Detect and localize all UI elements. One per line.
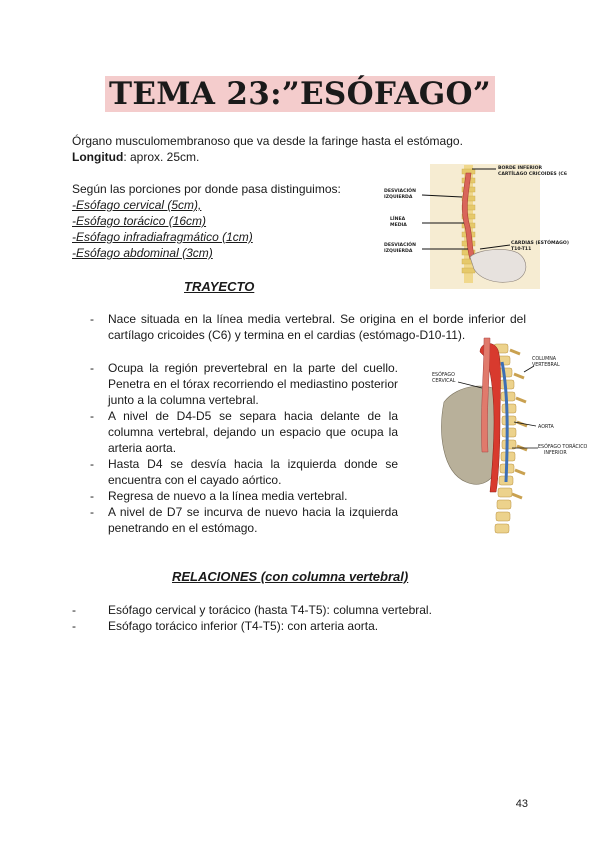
esophagus-diagram (378, 161, 600, 292)
trayecto-list (90, 360, 398, 536)
label-linea-1: LÍNEA (390, 217, 406, 222)
label-aorta: AORTA (538, 425, 554, 430)
thorax-shape (442, 386, 500, 484)
definition: Órgano musculomembranoso que va desde la faringe hasta el estómago. (72, 134, 463, 148)
longitud-value: : aprox. 25cm. (123, 150, 200, 164)
trayecto-heading: TRAYECTO (184, 279, 255, 294)
label-cartilago: CARTÍLAGO CRICOIDES (C6 (498, 172, 567, 177)
label-columna-2: VERTEBRAL (532, 363, 560, 368)
list-item: - A nivel de D7 se incurva de nuevo hacia la izquierda penetrando en el estómago. (90, 505, 398, 535)
porciones-intro: Según las porciones por donde pasa distinguimos: (72, 182, 341, 196)
anatomy-lateral-figure (428, 332, 600, 544)
list-item: - Esófago torácico inferior (T4-T5): con arteria aorta. (72, 619, 379, 633)
page-number: 43 (515, 798, 528, 810)
label-columna-1: COLUMNA (532, 357, 557, 362)
page-title: TEMA 23:”ESÓFAGO” (105, 76, 495, 112)
porcion-cervical: -Esófago cervical (5cm), (72, 198, 202, 212)
porcion-infradiafragmatico: -Esófago infradiafragmático (1cm) (72, 230, 253, 244)
relaciones-heading: RELACIONES (con columna vertebral) (172, 569, 409, 584)
longitud-label: Longitud (72, 150, 124, 164)
relaciones-list (72, 602, 538, 634)
label-desv-izq-b2: IZQUIERDA (384, 249, 413, 254)
label-cardias-1: CARDIAS (ESTÓMAGO) (511, 241, 569, 246)
porcion-toracico: -Esófago torácico (16cm) (72, 214, 207, 228)
list-item: - Nace situada en la línea media vertebral. Se origina en el borde inferior del cartílago cricoides (C6) y termina en el cardias (estómago-D10-11). (90, 312, 526, 342)
porcion-abdominal: -Esófago abdominal (3cm) (72, 246, 213, 260)
label-cardias-2: T10-T11 (511, 247, 532, 252)
title-wrap (0, 76, 600, 112)
list-item: - Regresa de nuevo a la línea media vertebral. (90, 489, 348, 503)
list-item: - A nivel de D4-D5 se separa hacia delante de la columna vertebral, dejando un espacio que ocupa la arteria aorta. (90, 409, 398, 455)
label-esofago-2: CERVICAL (432, 379, 456, 384)
list-item: - Esófago cervical y torácico (hasta T4-T5): columna vertebral. (72, 603, 432, 617)
label-desv-izq-b1: DESVIACIÓN (384, 243, 416, 248)
label-desv-izq-2: IZQUIERDA (384, 195, 413, 200)
label-toracico-1: ESÓFAGO TORÁCICO (538, 445, 588, 450)
label-desv-izq-1: DESVIACIÓN (384, 189, 416, 194)
list-item: - Ocupa la región prevertebral en la parte del cuello. Penetra en el tórax recorriendo el mediastino posterior junto a la columna vertebral. (90, 361, 398, 407)
label-toracico-2: INFERIOR (544, 451, 567, 456)
label-esofago-1: ESÓFAGO (432, 373, 455, 378)
label-linea-2: MEDIA (390, 223, 407, 228)
list-item: - Hasta D4 se desvía hacia la izquierda donde se encuentra con el cayado aórtico. (90, 457, 398, 487)
label-borde: BORDE INFERIOR (498, 166, 543, 171)
